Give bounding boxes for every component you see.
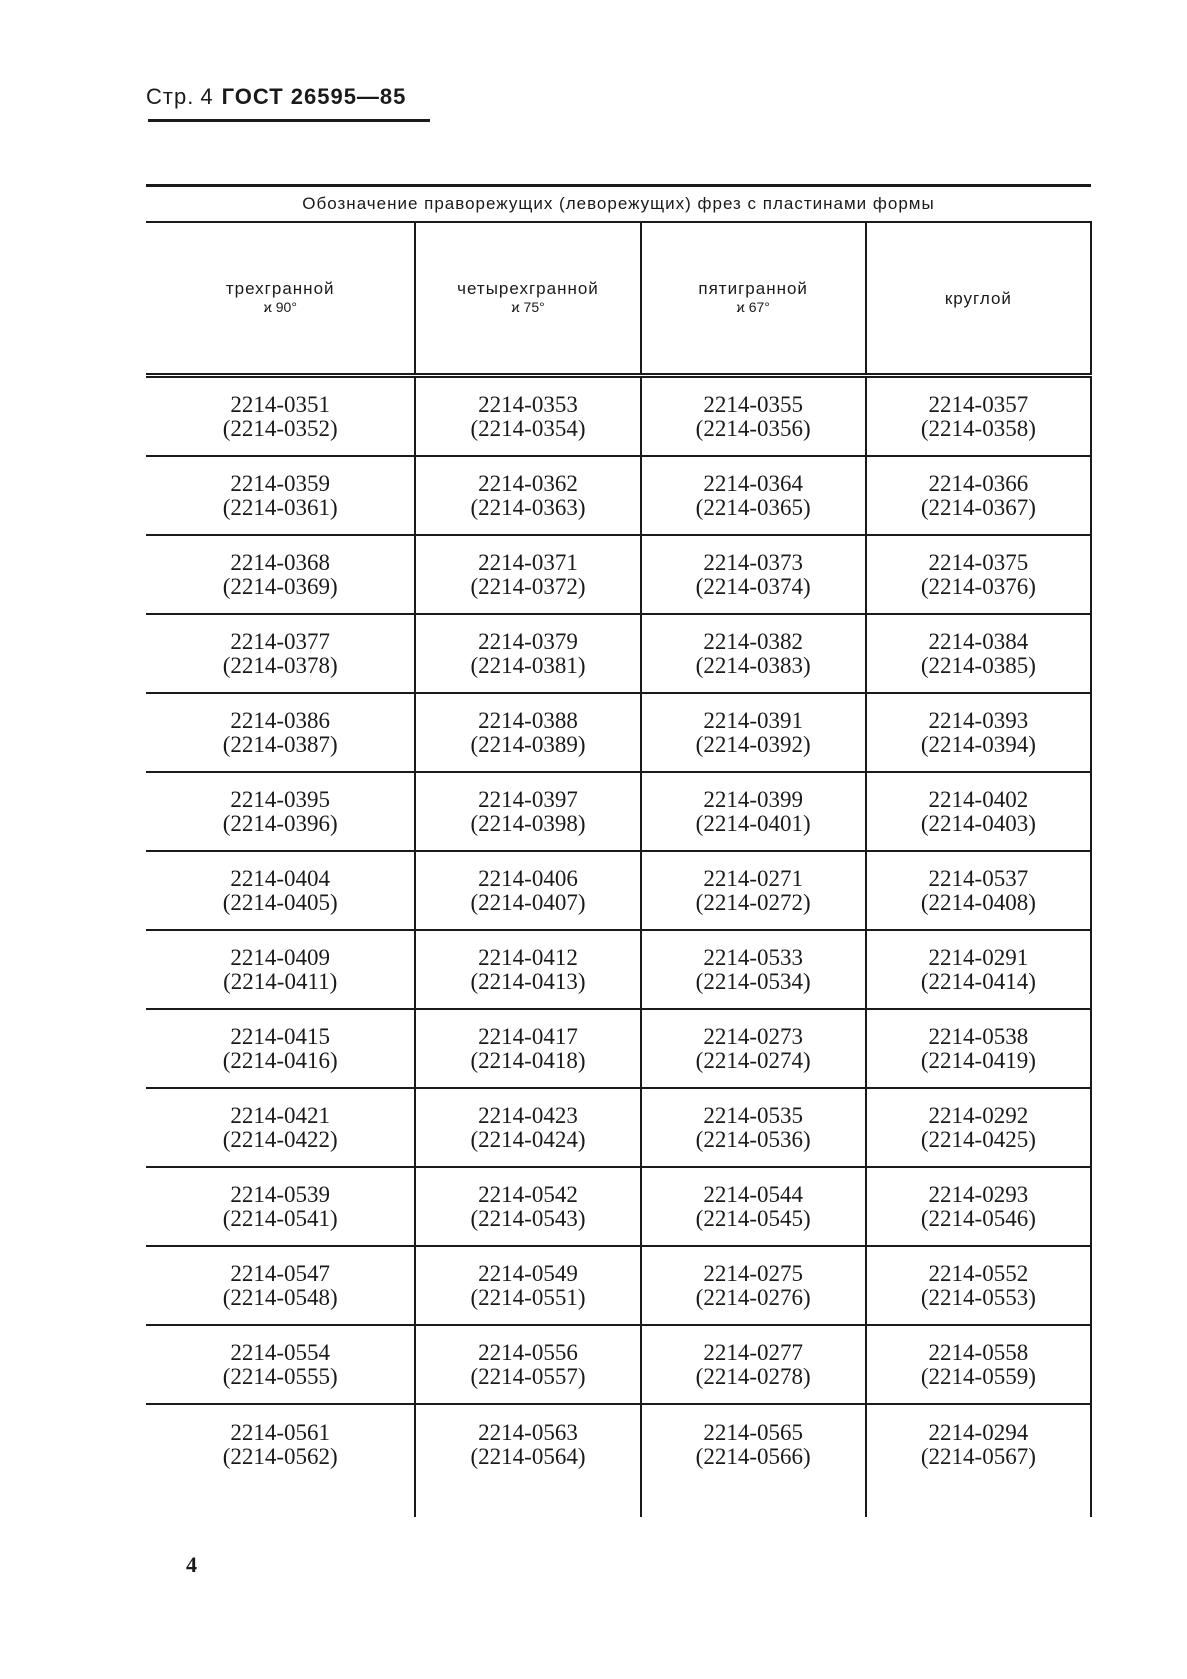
cutter-code-right: 2214-0368: [230, 549, 331, 575]
cutter-code-right: 2214-0565: [703, 1420, 803, 1445]
cutter-code-left: (2214-0358): [920, 415, 1036, 441]
cutter-code-left: (2214-0383): [695, 652, 811, 678]
table-cell: [641, 1167, 866, 1246]
cutter-code-left: (2214-0407): [470, 889, 586, 915]
table-row: [146, 1167, 1091, 1246]
cutter-code-right: 2214-0382: [703, 628, 803, 654]
column-header: [866, 222, 1091, 376]
cutter-code-left: (2214-0405): [222, 889, 338, 915]
cutter-code-left: (2214-0416): [222, 1047, 338, 1073]
cutter-code-right: 2214-0373: [703, 549, 803, 575]
table-cell: [866, 693, 1091, 772]
cutter-code-right: 2214-0399: [703, 786, 803, 812]
table-cell: [415, 851, 640, 930]
cutter-code-left: (2214-0372): [470, 573, 586, 599]
cutter-code-right: 2214-0359: [230, 470, 331, 496]
column-header-angle: ϰ 75°: [511, 299, 545, 315]
cutter-code-left: (2214-0272): [695, 889, 811, 915]
cutter-code-left: (2214-0555): [222, 1363, 338, 1389]
cutter-code-left: (2214-0414): [920, 968, 1036, 994]
column-header: [641, 222, 866, 376]
cutter-code-right: 2214-0542: [478, 1181, 578, 1207]
table-cell: [641, 1088, 866, 1167]
cutter-code-left: (2214-0363): [470, 494, 586, 520]
cutter-code-right: 2214-0563: [478, 1420, 578, 1445]
cutter-code-right: 2214-0275: [703, 1260, 803, 1286]
cutter-code-left: (2214-0424): [470, 1126, 586, 1152]
cutter-code-right: 2214-0549: [478, 1260, 578, 1286]
cutter-code-left: (2214-0278): [695, 1363, 811, 1389]
cutter-code-right: 2214-0271: [703, 865, 803, 891]
table-cell: [415, 1325, 640, 1404]
table-cell: [641, 535, 866, 614]
column-header-angle: ϰ 90°: [263, 299, 297, 315]
cutter-code-left: (2214-0376): [920, 573, 1036, 599]
table-cell: [146, 1088, 415, 1167]
cutter-code-left: (2214-0396): [222, 810, 338, 836]
table-cell: [146, 1325, 415, 1404]
table-cell: [415, 1246, 640, 1325]
column-header-angle: ϰ 67°: [736, 299, 770, 315]
cutter-code-right: 2214-0544: [703, 1181, 803, 1207]
column-header-label: пятигранной: [698, 279, 808, 298]
cutter-code-right: 2214-0561: [230, 1420, 331, 1445]
cutter-code-right: 2214-0364: [703, 470, 803, 496]
table-row: [146, 535, 1091, 614]
cutter-code-right: 2214-0397: [478, 786, 578, 812]
cutter-code-left: (2214-0392): [695, 731, 811, 757]
table-row: [146, 1325, 1091, 1404]
table-cell: [641, 1404, 866, 1517]
cutter-code-left: (2214-0365): [695, 494, 811, 520]
table-cell: [866, 376, 1091, 457]
cutter-code-left: (2214-0559): [920, 1363, 1036, 1389]
table-row: [146, 772, 1091, 851]
cutter-code-right: 2214-0402: [928, 786, 1029, 812]
table-row: [146, 1088, 1091, 1167]
table-row: [146, 376, 1091, 457]
column-header: [415, 222, 640, 376]
cutter-code-left: (2214-0536): [695, 1126, 811, 1152]
cutter-code-left: (2214-0381): [470, 652, 586, 678]
table-cell: [641, 1325, 866, 1404]
table-cell: [415, 614, 640, 693]
cutter-code-left: (2214-0389): [470, 731, 586, 757]
cutter-code-left: (2214-0419): [920, 1047, 1036, 1073]
table-cell: [146, 1404, 415, 1517]
cutter-code-left: (2214-0413): [470, 968, 586, 994]
cutter-code-left: (2214-0394): [920, 731, 1036, 757]
cutter-code-right: 2214-0552: [928, 1260, 1029, 1286]
column-header-label: круглой: [944, 288, 1012, 308]
column-header-row: [146, 222, 1091, 376]
cutter-code-right: 2214-0533: [703, 944, 803, 970]
cutter-code-right: 2214-0421: [230, 1102, 331, 1128]
cutter-code-left: (2214-0553): [920, 1284, 1036, 1310]
table-cell: [641, 851, 866, 930]
table-cell: [146, 376, 415, 457]
cutter-code-left: (2214-0374): [695, 573, 811, 599]
table-cell: [415, 535, 640, 614]
cutter-code-left: (2214-0562): [222, 1444, 338, 1469]
cutter-code-right: 2214-0535: [703, 1102, 803, 1128]
table-cell: [146, 535, 415, 614]
table-cell: [641, 772, 866, 851]
table-cell: [146, 1009, 415, 1088]
cutter-code-left: (2214-0403): [920, 810, 1036, 836]
cutter-code-right: 2214-0538: [928, 1023, 1029, 1049]
cutter-code-left: (2214-0422): [222, 1126, 338, 1152]
table-row: [146, 456, 1091, 535]
cutter-code-left: (2214-0367): [920, 494, 1036, 520]
cutter-code-left: (2214-0541): [222, 1205, 338, 1231]
cutter-code-right: 2214-0554: [230, 1339, 331, 1365]
cutter-code-left: (2214-0378): [222, 652, 338, 678]
table-cell: [866, 456, 1091, 535]
cutter-code-right: 2214-0355: [703, 391, 803, 417]
cutter-code-left: (2214-0543): [470, 1205, 586, 1231]
cutter-code-left: (2214-0354): [470, 415, 586, 441]
table-cell: [415, 1167, 640, 1246]
column-header: [146, 222, 415, 376]
cutter-code-right: 2214-0393: [928, 707, 1029, 733]
page-label: Стр.: [146, 84, 195, 109]
table-cell: [415, 1088, 640, 1167]
cutter-code-right: 2214-0371: [478, 549, 578, 575]
table-cell: [146, 851, 415, 930]
column-header-label: трехгранной: [225, 279, 335, 298]
cutter-code-right: 2214-0291: [928, 944, 1029, 970]
cutter-code-right: 2214-0415: [230, 1023, 331, 1049]
table-cell: [146, 693, 415, 772]
header-rule: [148, 119, 430, 122]
cutter-code-left: (2214-0534): [695, 968, 811, 994]
table-cell: [866, 930, 1091, 1009]
cutter-code-right: 2214-0384: [928, 628, 1029, 654]
cutter-code-right: 2214-0412: [478, 944, 578, 970]
table-cell: [866, 1088, 1091, 1167]
table-row: [146, 930, 1091, 1009]
table-cell: [146, 614, 415, 693]
cutter-code-right: 2214-0351: [230, 391, 331, 417]
table-cell: [415, 456, 640, 535]
table-row: [146, 1009, 1091, 1088]
cutter-code-left: (2214-0566): [695, 1444, 811, 1469]
cutter-code-left: (2214-0401): [695, 810, 811, 836]
column-header-label: четырехгранной: [457, 279, 599, 298]
page-number: 4: [200, 84, 214, 109]
cutter-code-left: (2214-0276): [695, 1284, 811, 1310]
table-row: [146, 851, 1091, 930]
cutter-code-left: (2214-0352): [222, 415, 338, 441]
cutter-code-left: (2214-0361): [222, 494, 338, 520]
cutter-code-right: 2214-0558: [928, 1339, 1029, 1365]
cutter-code-right: 2214-0375: [928, 549, 1029, 575]
cutter-code-right: 2214-0409: [230, 944, 331, 970]
cutter-code-right: 2214-0547: [230, 1260, 331, 1286]
footer-page-number: 4: [186, 1552, 197, 1577]
table-cell: [866, 1167, 1091, 1246]
table-cell: [866, 614, 1091, 693]
table-cell: [866, 535, 1091, 614]
table-cell: [866, 1009, 1091, 1088]
cutter-code-right: 2214-0293: [928, 1181, 1029, 1207]
cutter-code-left: (2214-0557): [470, 1363, 586, 1389]
cutter-code-right: 2214-0406: [478, 865, 578, 891]
table-cell: [866, 851, 1091, 930]
page-header: [146, 84, 406, 110]
cutter-code-left: (2214-0567): [920, 1444, 1036, 1469]
cutter-code-left: (2214-0369): [222, 573, 338, 599]
table-cell: [641, 693, 866, 772]
table-cell: [146, 772, 415, 851]
cutter-code-left: (2214-0385): [920, 652, 1036, 678]
cutter-code-right: 2214-0353: [478, 391, 578, 417]
cutter-code-right: 2214-0423: [478, 1102, 578, 1128]
cutter-code-left: (2214-0408): [920, 889, 1036, 915]
cutter-code-right: 2214-0386: [230, 707, 331, 733]
table-cell: [146, 1167, 415, 1246]
cutter-code-right: 2214-0377: [230, 628, 331, 654]
cutter-code-right: 2214-0391: [703, 707, 803, 733]
cutter-code-left: (2214-0548): [222, 1284, 338, 1310]
table-cell: [415, 376, 640, 457]
cutter-code-left: (2214-0274): [695, 1047, 811, 1073]
table-cell: [415, 1009, 640, 1088]
cutter-code-left: (2214-0356): [695, 415, 811, 441]
cutter-code-left: (2214-0551): [470, 1284, 586, 1310]
table-caption: Обозначение праворежущих (леворежущих) фрез с пластинами формы: [146, 186, 1091, 223]
table-body: [146, 376, 1091, 1518]
table-cell: [641, 614, 866, 693]
cutter-code-right: 2214-0417: [478, 1023, 578, 1049]
table-cell: [641, 1246, 866, 1325]
table-row: [146, 614, 1091, 693]
cutter-code-left: (2214-0387): [222, 731, 338, 757]
cutter-code-left: (2214-0564): [470, 1444, 586, 1469]
cutter-code-right: 2214-0395: [230, 786, 331, 812]
table-cell: [415, 772, 640, 851]
cutter-code-right: 2214-0362: [478, 470, 578, 496]
cutter-code-right: 2214-0294: [928, 1420, 1029, 1445]
standard-designation: ГОСТ 26595—85: [221, 84, 407, 109]
table-cell: [866, 1246, 1091, 1325]
cutter-code-right: 2214-0273: [703, 1023, 803, 1049]
cutter-code-left: (2214-0411): [223, 968, 338, 994]
cutter-code-right: 2214-0292: [928, 1102, 1029, 1128]
table-cell: [415, 930, 640, 1009]
cutter-code-right: 2214-0404: [230, 865, 331, 891]
table-cell: [641, 930, 866, 1009]
table-cell: [415, 1404, 640, 1517]
table-cell: [641, 376, 866, 457]
table-row: [146, 1404, 1091, 1517]
table-cell: [146, 930, 415, 1009]
cutter-code-right: 2214-0556: [478, 1339, 578, 1365]
cutter-code-right: 2214-0539: [230, 1181, 331, 1207]
cutter-code-left: (2214-0398): [470, 810, 586, 836]
table-cell: [415, 693, 640, 772]
cutter-code-right: 2214-0537: [928, 865, 1029, 891]
cutter-code-left: (2214-0425): [920, 1126, 1036, 1152]
table-cell: [146, 1246, 415, 1325]
table-row: [146, 693, 1091, 772]
cutter-code-right: 2214-0357: [928, 391, 1029, 417]
cutter-code-right: 2214-0379: [478, 628, 578, 654]
table-cell: [866, 1404, 1091, 1517]
cutter-code-left: (2214-0545): [695, 1205, 811, 1231]
cutter-code-left: (2214-0546): [920, 1205, 1036, 1231]
cutter-code-right: 2214-0366: [928, 470, 1029, 496]
table-cell: [866, 1325, 1091, 1404]
table-cell: [641, 1009, 866, 1088]
table-cell: [866, 772, 1091, 851]
cutter-code-right: 2214-0388: [478, 707, 578, 733]
table-row: [146, 1246, 1091, 1325]
table-cell: [146, 456, 415, 535]
cutter-code-left: (2214-0418): [470, 1047, 586, 1073]
cutter-code-right: 2214-0277: [703, 1339, 803, 1365]
designation-table: [146, 184, 1092, 1517]
table-cell: [641, 456, 866, 535]
